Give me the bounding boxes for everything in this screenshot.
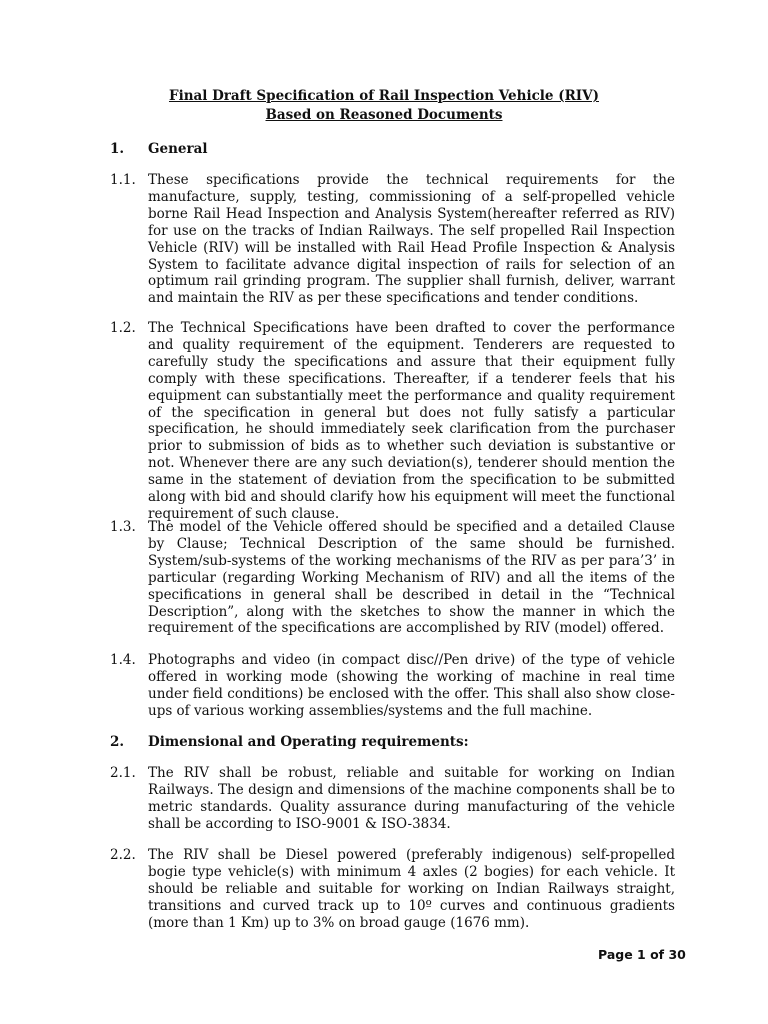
paragraph-number: 1.2. bbox=[110, 320, 136, 336]
paragraph-text: The RIV shall be robust, reliable and suitable for working on Indian Railways. The design and dimensions of the machine components shall be to metric standards. Quality assurance during manufacturing of the vehicle shall be according to ISO-9001 & ISO-3834. bbox=[148, 765, 675, 832]
section-number: 1. bbox=[110, 141, 125, 157]
paragraph-number: 1.3. bbox=[110, 519, 136, 535]
paragraph-text: The RIV shall be Diesel powered (preferably indigenous) self-propelled bogie type vehicle(s) with minimum 4 axles (2 bogies) for each vehicle. It should be reliable and suitable for working on Indian Railways straight, transitions and curved track up to 10º curves and continuous gradients (more than 1 Km) up to 3% on broad gauge (1676 mm). bbox=[148, 847, 675, 931]
document-title-line-2: Based on Reasoned Documents bbox=[265, 107, 503, 123]
paragraph-text: These specifications provide the technical requirements for the manufacture, supply, testing, commissioning of a self-propelled vehicle borne Rail Head Inspection and Analysis System(hereafter referred as RIV) for use on the tracks of Indian Railways. The self propelled Rail Inspection Vehicle (RIV) will be installed with Rail Head Profile Inspection & Analysis System to facilitate advance digital inspection of rails for selection of an optimum rail grinding program. The supplier shall furnish, deliver, warrant and maintain the RIV as per these specifications and tender conditions. bbox=[148, 172, 675, 307]
paragraph-number: 1.1. bbox=[110, 172, 136, 188]
paragraph-2-2 bbox=[110, 847, 675, 932]
paragraph-1-1 bbox=[110, 172, 675, 307]
paragraph-1-3 bbox=[110, 519, 675, 637]
section-title: General bbox=[148, 141, 208, 157]
paragraph-number: 2.1. bbox=[110, 765, 136, 781]
paragraph-1-2 bbox=[110, 320, 675, 523]
section-title: Dimensional and Operating requirements: bbox=[148, 734, 469, 750]
document-title-line-1: Final Draft Specification of Rail Inspection Vehicle (RIV) bbox=[168, 88, 599, 104]
paragraph-1-4 bbox=[110, 652, 675, 720]
section-heading-2 bbox=[110, 734, 469, 750]
paragraph-number: 1.4. bbox=[110, 652, 136, 668]
page-number: Page 1 of 30 bbox=[598, 947, 686, 962]
paragraph-text: The Technical Specifications have been drafted to cover the performance and quality requirement of the equipment. Tenderers are requested to carefully study the specifications and assure that their equipment fully comply with these specifications. Thereafter, if a tenderer feels that his equipment can substantially meet the performance and quality requirement of the specification in general but does not fully satisfy a particular specification, he should immediately seek clarification from the purchaser prior to submission of bids as to whether such deviation is substantive or not. Whenever there are any such deviation(s), tenderer should mention the same in the statement of deviation from the specification to be submitted along with bid and should clarify how his equipment will meet the functional requirement of such clause. bbox=[148, 320, 675, 522]
paragraph-number: 2.2. bbox=[110, 847, 136, 863]
paragraph-text: Photographs and video (in compact disc//Pen drive) of the type of vehicle offered in working mode (showing the working of machine in real time under field conditions) be enclosed with the offer. This shall also show close-ups of various working assemblies/systems and the full machine. bbox=[148, 652, 675, 719]
section-number: 2. bbox=[110, 734, 125, 750]
paragraph-2-1 bbox=[110, 765, 675, 833]
section-heading-1 bbox=[110, 141, 208, 157]
paragraph-text: The model of the Vehicle offered should be specified and a detailed Clause by Clause; Technical Description of the same should be furnished. System/sub-systems of the working mechanisms of the RIV as per para’3’ in particular (regarding Working Mechanism of RIV) and all the items of the specifications in general shall be described in detail in the “Technical Description”, along with the sketches to show the manner in which the requirement of the specifications are accomplished by RIV (model) offered. bbox=[148, 519, 675, 637]
